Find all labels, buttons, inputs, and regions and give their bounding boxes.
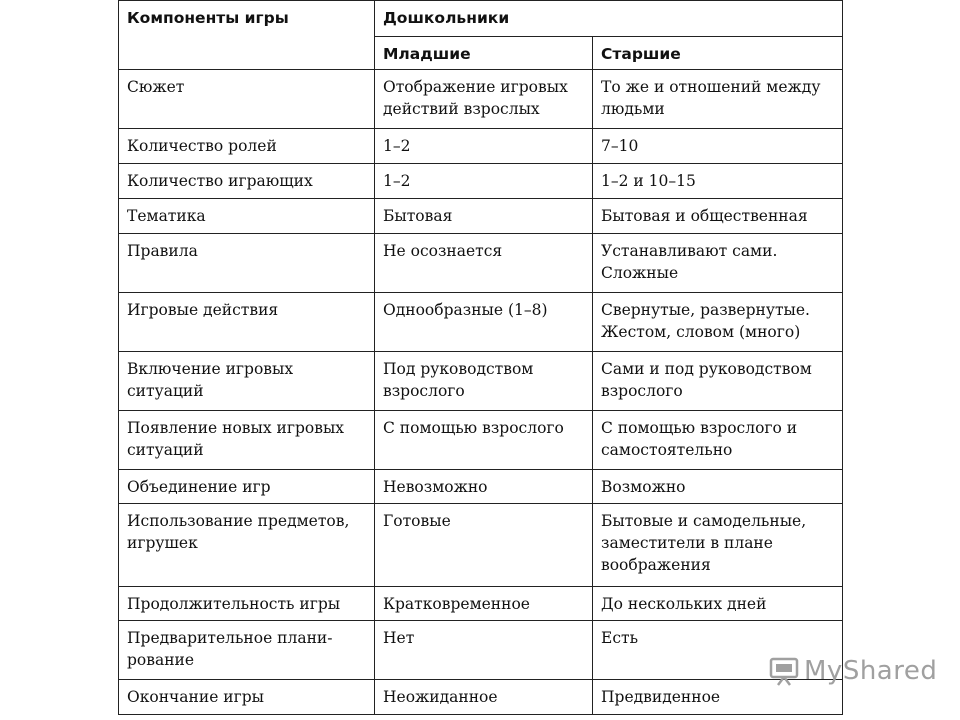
cell-younger: Бытовая bbox=[375, 199, 593, 234]
watermark-text: MyShared bbox=[804, 656, 938, 686]
table-row bbox=[119, 129, 843, 164]
cell-older: То же и отношений между людьми bbox=[593, 70, 843, 129]
cell-older: С помощью взрослого и самостоятельно bbox=[593, 411, 843, 470]
cell-component: Количество играющих bbox=[119, 164, 375, 199]
projector-screen-icon bbox=[768, 655, 800, 687]
cell-component: Окончание игры bbox=[119, 680, 375, 715]
table-row bbox=[119, 680, 843, 715]
table-row bbox=[119, 293, 843, 352]
cell-older: 1–2 и 10–15 bbox=[593, 164, 843, 199]
cell-younger: Готовые bbox=[375, 504, 593, 587]
cell-older: Предвиденное bbox=[593, 680, 843, 715]
table-row bbox=[119, 587, 843, 621]
header-row-top bbox=[119, 1, 843, 37]
cell-younger: 1–2 bbox=[375, 164, 593, 199]
cell-component: Использование предметов, игрушек bbox=[119, 504, 375, 587]
cell-younger: Нет bbox=[375, 621, 593, 680]
cell-older: 7–10 bbox=[593, 129, 843, 164]
cell-younger: Не осознается bbox=[375, 234, 593, 293]
cell-component: Появление новых игровых ситуаций bbox=[119, 411, 375, 470]
cell-younger: Неожиданное bbox=[375, 680, 593, 715]
header-younger: Младшие bbox=[375, 37, 593, 70]
cell-older: Сами и под руководством взрослого bbox=[593, 352, 843, 411]
cell-younger: Невозможно bbox=[375, 470, 593, 504]
cell-younger: С помощью взрослого bbox=[375, 411, 593, 470]
table-row bbox=[119, 199, 843, 234]
cell-component: Объединение игр bbox=[119, 470, 375, 504]
table-row bbox=[119, 504, 843, 587]
cell-older: Устанавливают сами. Сложные bbox=[593, 234, 843, 293]
comparison-table bbox=[118, 0, 843, 715]
cell-younger: 1–2 bbox=[375, 129, 593, 164]
cell-component: Количество ролей bbox=[119, 129, 375, 164]
cell-component: Правила bbox=[119, 234, 375, 293]
header-older: Старшие bbox=[593, 37, 843, 70]
table-row bbox=[119, 352, 843, 411]
cell-component: Игровые действия bbox=[119, 293, 375, 352]
cell-younger: Под руководством взрослого bbox=[375, 352, 593, 411]
cell-component: Сюжет bbox=[119, 70, 375, 129]
cell-component: Продолжительность игры bbox=[119, 587, 375, 621]
cell-older: Бытовая и общественная bbox=[593, 199, 843, 234]
cell-older: Есть bbox=[593, 621, 843, 680]
cell-older: Свернутые, развернутые. Жестом, словом (много) bbox=[593, 293, 843, 352]
cell-younger: Однообразные (1–8) bbox=[375, 293, 593, 352]
cell-component: Тематика bbox=[119, 199, 375, 234]
header-preschoolers: Дошкольники bbox=[375, 1, 843, 37]
header-components: Компоненты игры bbox=[119, 1, 375, 70]
table-row bbox=[119, 164, 843, 199]
cell-older: Возможно bbox=[593, 470, 843, 504]
table-row bbox=[119, 70, 843, 129]
cell-older: Бытовые и самодельные, заместители в плане воображения bbox=[593, 504, 843, 587]
table-row bbox=[119, 470, 843, 504]
cell-younger: Кратковременное bbox=[375, 587, 593, 621]
table-row bbox=[119, 411, 843, 470]
cell-component: Предварительное плани-рование bbox=[119, 621, 375, 680]
table-row bbox=[119, 621, 843, 680]
cell-younger: Отображение игровых действий взрослых bbox=[375, 70, 593, 129]
cell-component: Включение игровых ситуаций bbox=[119, 352, 375, 411]
myshared-watermark bbox=[768, 655, 937, 687]
table-row bbox=[119, 234, 843, 293]
cell-older: До нескольких дней bbox=[593, 587, 843, 621]
